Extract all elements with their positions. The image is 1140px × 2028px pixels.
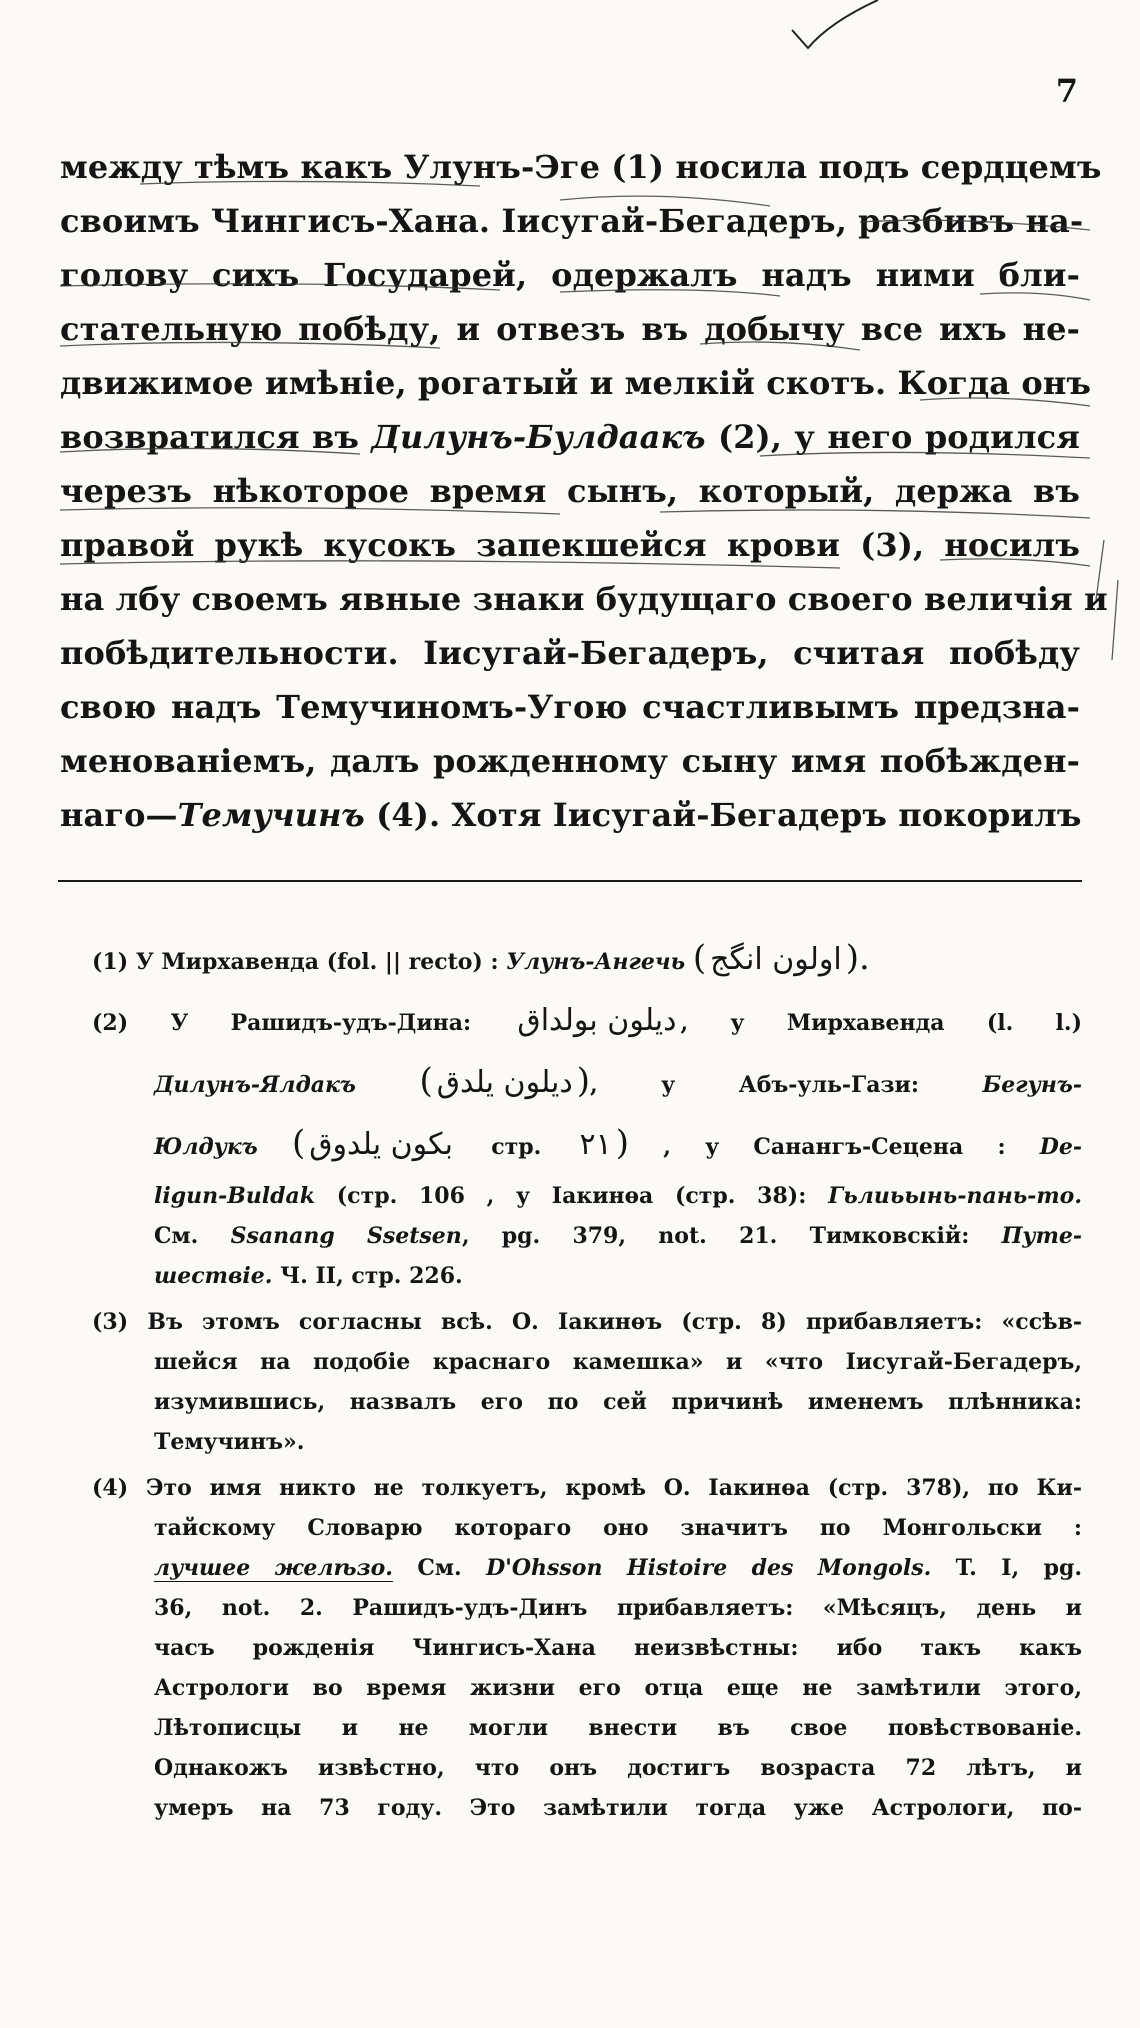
italic-name: Гьлиьынь-пань-то. <box>828 1183 1082 1209</box>
italic-name: Путе- <box>1001 1223 1082 1249</box>
footnote-line <box>92 1548 1082 1588</box>
text-segment: , у Санангъ-Сецена : <box>629 1134 1040 1160</box>
arabic-numeral: ۲۱ <box>579 1127 612 1162</box>
footnote-2 <box>92 992 1082 1296</box>
italic-name: De- <box>1039 1134 1082 1160</box>
text-segment: возвратился въ <box>60 418 372 456</box>
text-segment: , у Абъ-уль-Гази: <box>590 1072 983 1098</box>
footnote-line: Дилунъ-Ялдакъ ( دیلون یلدق ), у Абъ-уль-Гази: Бегунъ- <box>92 1052 1082 1114</box>
italic-name: Дилунъ-Ялдакъ <box>154 1072 356 1098</box>
footnote-line: изумившись, назвалъ его по сей причинѣ именемъ плѣнника: <box>154 1389 1082 1415</box>
footnote-number: (2) <box>92 1010 129 1036</box>
page-number: 7 <box>1055 72 1078 110</box>
footnote-line <box>92 1256 1082 1296</box>
text-line: свою надъ Темучиномъ-Угою счастливымъ предзна- <box>60 688 1080 726</box>
text-segment: Въ этомъ согласны всѣ. О. Іакинѳъ (стр. 8) прибавляетъ: «ссѣв- <box>147 1309 1082 1335</box>
footnote-line: часъ рожденія Чингисъ-Хана неизвѣстны: ибо такъ какъ <box>154 1635 1082 1661</box>
pencil-underline-marks <box>0 0 1140 880</box>
arabic-script: دیلون بولداق <box>517 1003 677 1038</box>
footnote-line: тайскому Словарю котораго оно значитъ по Монгольски : <box>154 1515 1082 1541</box>
italic-place-name: Дилунъ-Булдаакъ <box>371 418 706 456</box>
text-line: на лбу своемъ явные знаки будущаго своего величія и <box>60 580 1108 618</box>
footnote-4 <box>92 1468 1082 1828</box>
text-segment: (стр. 106 , у Іакинѳа (стр. 38): <box>315 1183 829 1209</box>
footnote-line: Астрологи во время жизни его отца еще не замѣтили этого, <box>154 1675 1082 1701</box>
arabic-script: اولون انگج <box>710 942 842 977</box>
text-segment: У Рашидъ-удъ-Дина: <box>170 1010 514 1036</box>
footnote-number: (4) <box>92 1475 129 1501</box>
text-segment: См. <box>392 1555 487 1581</box>
text-line: черезъ нѣкоторое время сынъ, который, держа въ <box>60 472 1080 510</box>
text-segment: стр. <box>457 1134 576 1160</box>
italic-title: D'Ohsson Histoire des Mongols. <box>486 1555 932 1581</box>
text-segment: У Мирхавенда (fol. || recto) : <box>135 949 507 975</box>
text-segment: (4). Хотя Іисугай-Бегадеръ покорилъ <box>364 796 1082 834</box>
footnote-divider <box>58 880 1082 882</box>
footnote-line: Однакожъ извѣстно, что онъ достигъ возраста 72 лѣтъ, и <box>154 1755 1082 1781</box>
footnote-number: (1) <box>92 949 129 975</box>
footnote-line: шейся на подобіе краснаго камешка» и «что Іисугай-Бегадеръ, <box>154 1349 1082 1375</box>
text-line: своимъ Чингисъ-Хана. Іисугай-Бегадеръ, разбивъ на- <box>60 202 1084 240</box>
text-segment: Это имя никто не толкуетъ, кромѣ О. Іакинѳа (стр. 378), по Ки- <box>146 1475 1082 1501</box>
text-segment: См. <box>154 1223 231 1249</box>
italic-name: Ssanang Ssetsen <box>230 1223 462 1249</box>
italic-name: Бегунъ- <box>982 1072 1082 1098</box>
italic-name: Улунъ-Ангечь <box>506 949 686 975</box>
footnote-line <box>92 1176 1082 1216</box>
footnote-line <box>92 1302 1082 1342</box>
footnote-line: Темучинъ». <box>154 1429 305 1455</box>
text-segment: , pg. 379, not. 21. Тимковскій: <box>461 1223 1002 1249</box>
footnote-line: 36, not. 2. Рашидъ-удъ-Динъ прибавляетъ: «Мѣсяцъ, день и <box>154 1595 1082 1621</box>
footnote-line <box>92 992 1082 1052</box>
text-line: менованіемъ, далъ рожденному сыну имя побѣжден- <box>60 742 1080 780</box>
text-segment: , у Мирхавенда (l. l.) <box>680 1010 1082 1036</box>
text-line: стательную побѣду, и отвезъ въ добычу все ихъ не- <box>60 310 1080 348</box>
text-segment: Ч. II, стр. 226. <box>272 1263 463 1289</box>
text-line: голову сихъ Государей, одержалъ надъ ними бли- <box>60 256 1080 294</box>
text-line: между тѣмъ какъ Улунъ-Эге (1) носила подъ сердцемъ <box>60 148 1102 186</box>
footnote-3 <box>92 1302 1082 1462</box>
text-segment: T. I, pg. <box>931 1555 1083 1581</box>
footnote-number: (3) <box>92 1309 129 1335</box>
text-segment: (2), у него родился <box>705 418 1080 456</box>
text-line: движимое имѣніе, рогатый и мелкій скотъ. Когда онъ <box>60 364 1091 402</box>
footnote-line: умеръ на 73 году. Это замѣтили тогда уже Астрологи, по- <box>154 1795 1082 1821</box>
footnote-line <box>92 1468 1082 1508</box>
footnote-1 <box>92 930 1082 986</box>
footnote-line: (1) У Мирхавенда (fol. || recto) : Улунъ-Ангечь ( اولون انگج ). <box>92 930 1082 990</box>
arabic-script: بکون یلدوق <box>309 1127 454 1162</box>
italic-name: ligun-Buldak <box>154 1183 316 1209</box>
italic-name: Темучинъ <box>177 796 365 834</box>
italic-phrase: лучшее желѣзо. <box>154 1555 393 1581</box>
text-line: правой рукѣ кусокъ запекшейся крови (3), носилъ <box>60 526 1080 564</box>
text-segment: наго— <box>60 796 178 834</box>
footnote-line: Юлдукъ ( بکون یلدوق стр. ۲۱ ) , у Санангъ-Сецена : De- <box>92 1114 1082 1176</box>
text-line: побѣдительности. Іисугай-Бегадеръ, считая побѣду <box>60 634 1080 672</box>
italic-name: шествіе. <box>154 1263 273 1289</box>
italic-name: Юлдукъ <box>154 1134 258 1160</box>
arabic-script: دیلون یلدق <box>436 1065 573 1100</box>
footnote-line <box>92 1216 1082 1256</box>
footnotes <box>92 930 1082 1834</box>
footnote-line: Лѣтописцы и не могли внести въ свое повѣствованіе. <box>154 1715 1082 1741</box>
